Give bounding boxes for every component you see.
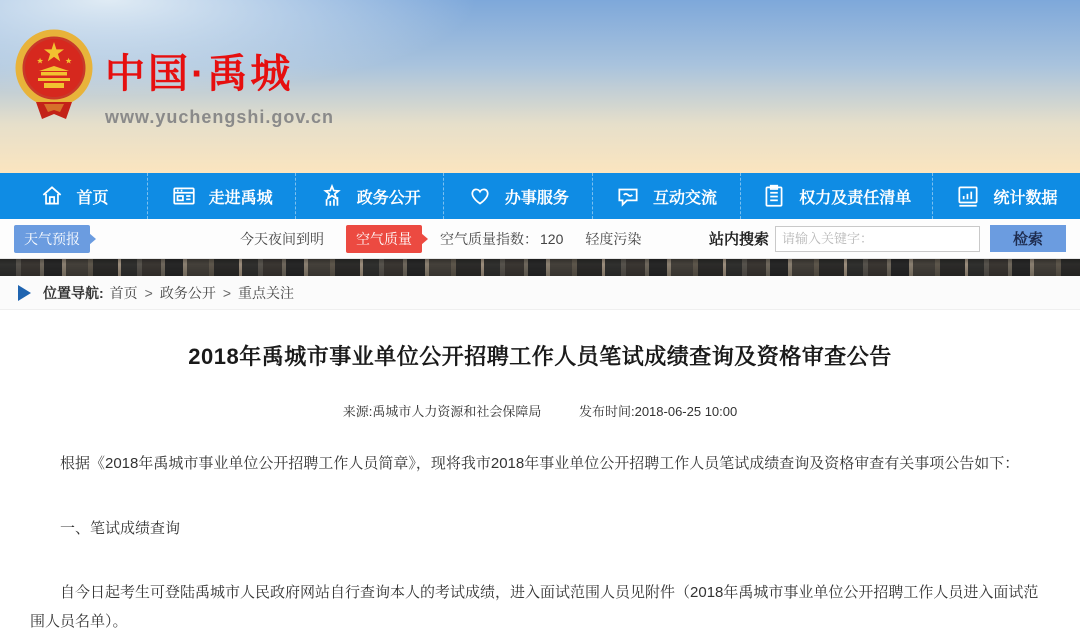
breadcrumb-label: 位置导航: [43,284,104,301]
search-input[interactable] [775,226,980,252]
search-label: 站内搜索 [708,231,769,248]
article-meta [30,401,1050,420]
nav-item-services[interactable] [443,173,591,219]
nav-item-interaction[interactable] [592,173,740,219]
brand [105,42,334,128]
nav-item-label: 政务公开 [356,189,421,207]
breadcrumb-item-gov-affairs[interactable]: 政务公开 [159,284,216,301]
breadcrumb-arrow-icon [18,285,31,301]
national-emblem-icon [14,28,94,122]
air-quality-level: 轻度污染 [585,230,642,247]
nav-item-label: 走进禹城 [208,189,273,207]
breadcrumb-separator: > [144,284,153,301]
search-button[interactable]: 检索 [990,225,1066,252]
window-icon [171,183,197,209]
breadcrumb [0,276,1080,310]
site-title: 中国·禹城 [105,52,294,96]
air-index-label: 空气质量指数： [440,230,538,247]
site-url: www.yuchengshi.gov.cn [105,107,335,127]
nav-item-gov-affairs[interactable] [295,173,443,219]
article-paragraph: 自今日起考生可登陆禹城市人民政府网站自行查询本人的考试成绩，进入面试范围人员见附件（2018年禹城市事业单位公开招聘工作人员进入面试范围人员名单）。 [30,584,1039,630]
article-publish-time: 发布时间:2018-06-25 10:00 [578,404,738,419]
nav-item-label: 统计数据 [993,189,1058,207]
weather-badge[interactable]: 天气预报 [14,225,90,253]
article-title: 2018年禹城市事业单位公开招聘工作人员笔试成绩查询及资格审查公告 [188,344,892,369]
article-section-heading: 一、笔试成绩查询 [60,519,181,537]
breadcrumb-item-key-focus[interactable]: 重点关注 [238,284,295,301]
nav-item-label: 办事服务 [504,189,569,207]
star-badge-icon [319,183,345,209]
breadcrumb-separator: > [222,284,232,301]
nav-item-statistics[interactable] [932,173,1080,219]
nav-item-label: 权力及责任清单 [799,189,912,207]
home-icon [39,183,65,209]
nav-item-label: 互动交流 [653,189,718,207]
article-source: 来源:禹城市人力资源和社会保障局 [342,404,542,419]
main-nav [0,173,1080,219]
chat-icon [615,183,641,209]
cityscape-banner [0,259,1080,276]
nav-item-about-yucheng[interactable] [147,173,295,219]
nav-item-label: 首页 [76,189,109,207]
weather-text: 今天夜间到明 [240,230,324,247]
nav-item-home[interactable] [0,173,147,219]
bar-chart-icon [955,183,981,209]
site-header [0,0,1080,173]
site-search [709,225,1066,252]
clipboard-icon [761,183,787,209]
nav-item-power-responsibility-list[interactable] [740,173,932,219]
article-paragraph: 根据《2018年禹城市事业单位公开招聘工作人员简章》，现将我市2018年事业单位公开招聘工作人员笔试成绩查询及资格审查有关事项公告如下： [60,455,1020,472]
article [0,340,1080,636]
heart-icon [467,183,493,209]
info-bar [0,219,1080,259]
air-quality-badge[interactable]: 空气质量 [346,225,422,253]
breadcrumb-item-home[interactable]: 首页 [109,284,138,301]
air-index-value: 120 [540,230,564,247]
